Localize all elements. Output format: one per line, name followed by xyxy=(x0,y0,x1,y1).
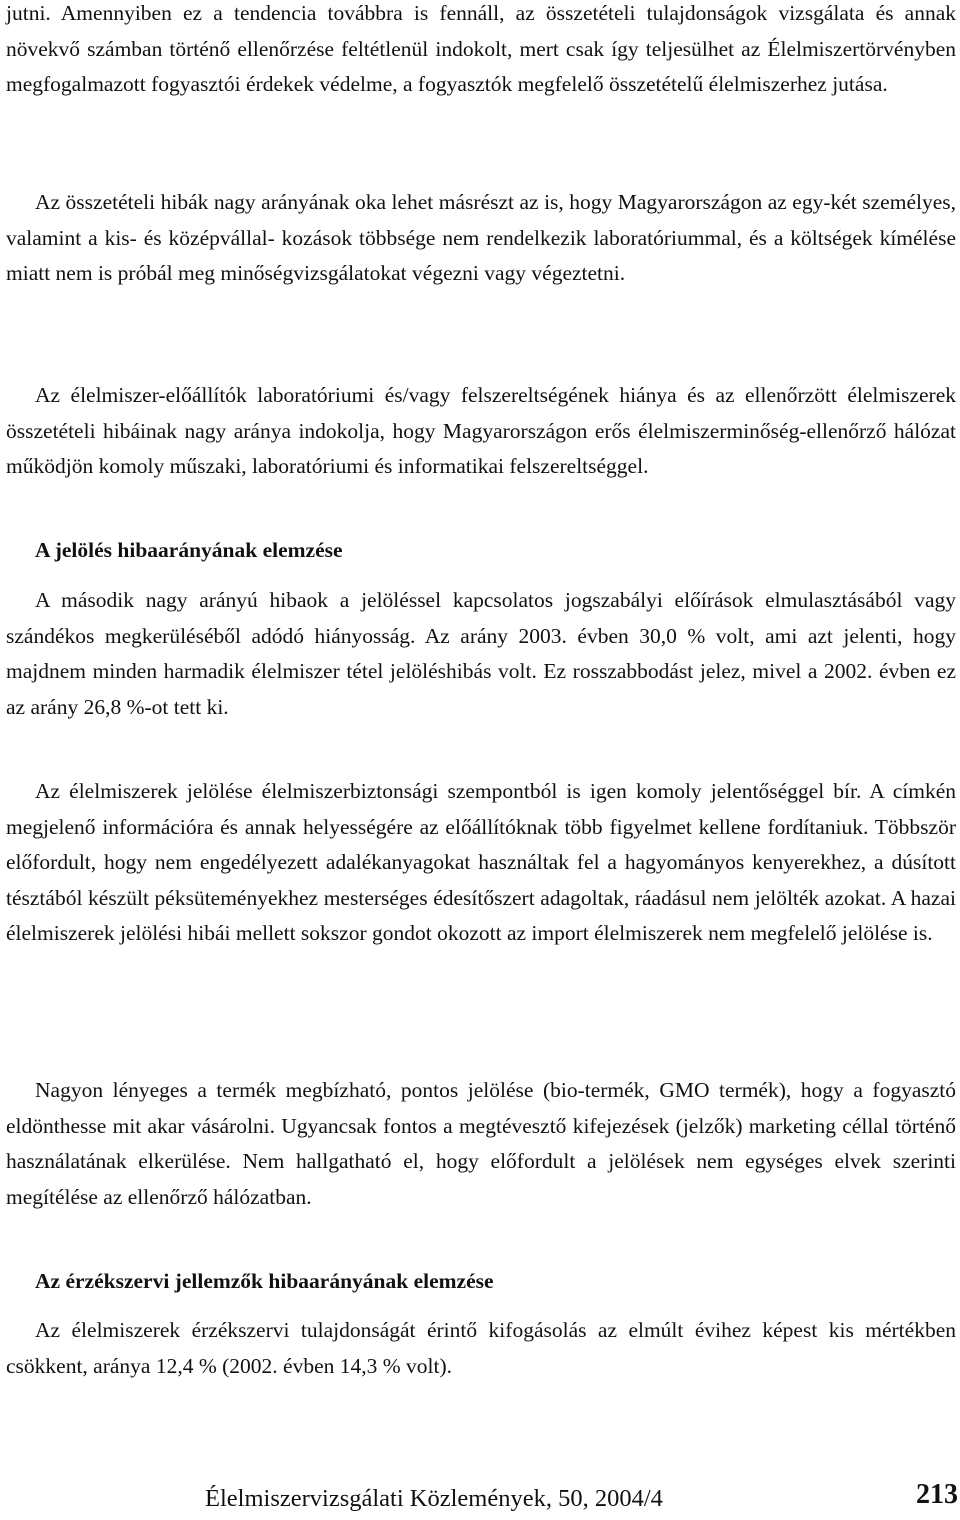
paragraph-reliable-labeling: Nagyon lényeges a termék megbízható, pontos jelölése (bio-termék, GMO termék), hogy a fogyasztó eldönthesse mit akar vásárolni. Ugyancsak fontos a megtévesztő kifejezések (jelzők) marketing céllal történő használatának elkerülése. Nem hallgatható el, hogy előfordult a jelölések nem egységes elvek szerinti megítélése az ellenőrző hálózatban. xyxy=(6,1078,956,1209)
page-number: 213 xyxy=(916,1479,958,1510)
paragraph-labeling-ratio: A második nagy arányú hibaok a jelöléssel kapcsolatos jogszabályi előírások elmulasztásából vagy szándékos megkerüléséből adódó hiányosság. Az arány 2003. évben 30,0 % volt, ami azt jelenti, hogy majdnem minden harmadik élelmiszer tétel jelöléshibás volt. Ez rosszabbodást jelez, mivel a 2002. évben ez az arány 26,8 %-ot tett ki. xyxy=(6,588,956,719)
journal-citation: Élelmiszervizsgálati Közlemények, 50, 2004/4 xyxy=(205,1485,663,1512)
paragraph-laboratory-network: Az élelmiszer-előállítók laboratóriumi és/vagy felszereltségének hiánya és az ellenőrzött élelmiszerek összetételi hibáinak nagy aránya indokolja, hogy Magyarországon erős élelmiszerminőség-ellenőrző hálózat működjön komoly műszaki, laboratóriumi és informatikai felszereltséggel. xyxy=(6,383,956,479)
paragraph-continuation: jutni. Amennyiben ez a tendencia továbbra is fennáll, az összetételi tulajdonságok vizsgálata és annak növekvő számban történő ellenőrzése feltétlenül indokolt, mert csak így teljesülhet az Élelmiszertörvényben megfogalmazott fogyasztói érdekek védelme, a fogyasztók megfelelő összetételű élelmiszerhez jutása. xyxy=(6,1,956,97)
section-heading-sensory: Az érzékszervi jellemzők hibaarányának elemzése xyxy=(35,1269,494,1293)
section-heading-labeling: A jelölés hibaarányának elemzése xyxy=(35,538,343,562)
paragraph-sensory-ratio: Az élelmiszerek érzékszervi tulajdonságát érintő kifogásolás az elmúlt évihez képest kis mértékben csökkent, aránya 12,4 % (2002. évben 14,3 % volt). xyxy=(6,1318,956,1378)
paragraph-composition-errors: Az összetételi hibák nagy arányának oka lehet másrészt az is, hogy Magyarországon az egy-két személyes, valamint a kis- és középvállal- kozások többsége nem rendelkezik laboratóriummal, és a költségek kímélése miatt nem is próbál meg minőségvizsgálatokat végezni vagy végeztetni. xyxy=(6,190,956,286)
paragraph-labeling-importance: Az élelmiszerek jelölése élelmiszerbiztonsági szempontból is igen komoly jelentőséggel bír. A címkén megjelenő információra és annak helyességére az előállítóknak több figyelmet kellene fordítaniuk. Többször előfordult, hogy nem engedélyezett adalékanyagokat használtak fel a hagyományos kenyerekhez, a dúsított tésztából készült péksüteményekhez mesterséges édesítőszert adagoltak, ráadásul nem jelölték azokat. A hazai élelmiszerek jelölési hibái mellett sokszor gondot okozott az import élelmiszerek nem megfelelő jelölése is. xyxy=(6,779,956,946)
page-footer xyxy=(0,1479,960,1520)
